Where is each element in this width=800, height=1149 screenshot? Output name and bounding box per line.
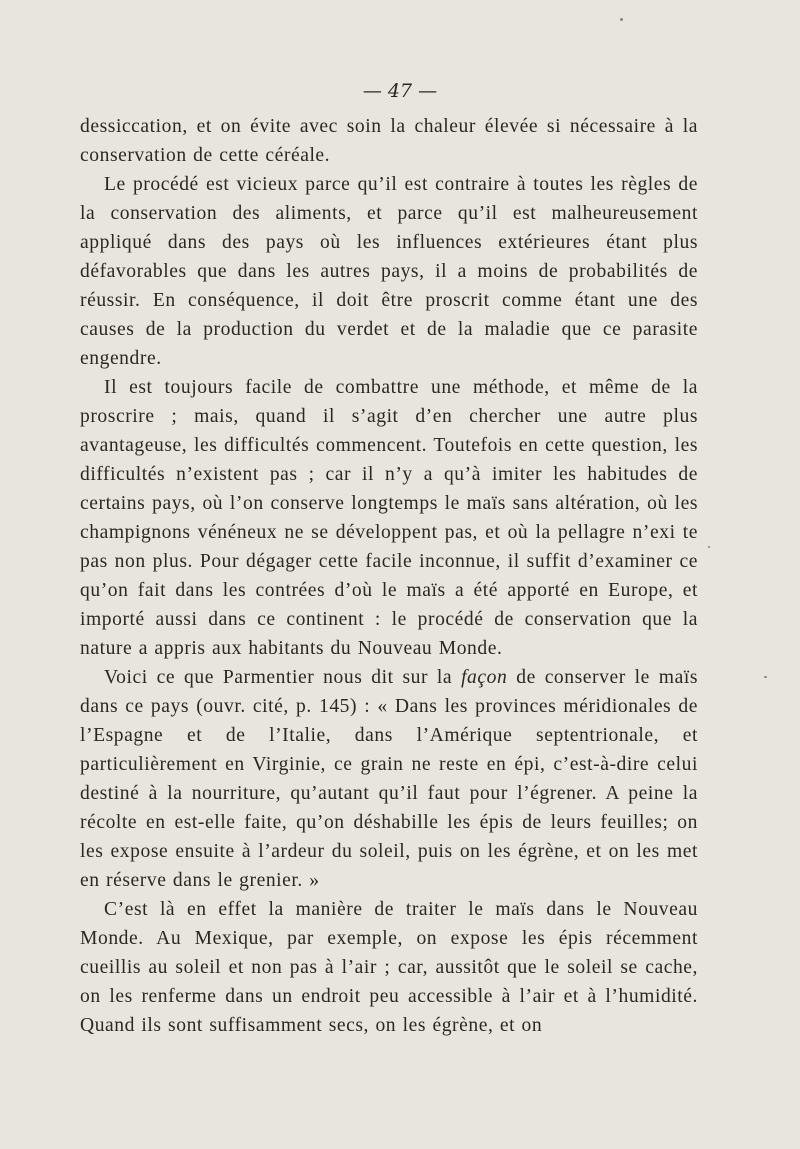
paragraph: C’est là en effet la manière de traiter le maïs dans le Nouveau Monde. Au Mexique, par exemple, on expose les épis récemment cueillis au soleil et non pas à l’air ; car, aussitôt que le soleil se cache, on les renferme dans un endroit peu accessible à l’air et à l’humidité. Quand ils sont suffisamment secs, on les égrène, et on (80, 899, 698, 1036)
page-number-value: 47 (387, 80, 413, 102)
page-number (0, 80, 800, 102)
paragraph-text: de conserver le maïs dans ce pays (ouvr. cité, p. 145) : « Dans les provinces méridionales de l’Espagne et de l’Italie, dans l’Amérique septentrionale, et particulièrement en Virginie, ce grain ne reste en épi, c’est-à-dire celui destiné à la nourriture, qu’autant qu’il faut pour l’égrener. A peine la récolte en est-elle faite, qu’on déshabille les épis de leurs feuilles; on les expose ensuite à l’ardeur du soleil, puis on les égrène, et on les met en réserve dans le grenier. » (80, 667, 698, 891)
paragraph-quote (80, 663, 698, 895)
paragraph: Le procédé est vicieux parce qu’il est contraire à toutes les règles de la conservation des aliments, et parce qu’il est malheureusement appliqué dans des pays où les influences extérieures étant plus défavorables que dans les autres pays, il a moins de probabilités de réussir. En conséquence, il doit être proscrit comme étant une des causes de la production du verdet et de la maladie que ce parasite engendre. (80, 174, 698, 369)
paragraph-continued: dessiccation, et on évite avec soin la chaleur élevée si nécessaire à la conservation de cette céréale. (80, 116, 698, 166)
paragraph: Il est toujours facile de combattre une méthode, et même de la proscrire ; mais, quand il s’agit d’en chercher une autre plus avantageuse, les difficultés commencent. Toutefois en cette question, les difficultés n’existent pas ; car il n’y a qu’à imiter les habitudes de certains pays, où l’on conserve longtemps le maïs sans altération, où les champignons vénéneux ne se développent pas, et où la pellagre n’exi te pas non plus. Pour dégager cette facile inconnue, il suffit d’examiner ce qu’on fait dans les contrées d’où le maïs a été apporté en Europe, et importé aussi dans ce continent : le procédé de conservation que la nature a appris aux habitants du Nouveau Monde. (80, 377, 698, 659)
paper-speck (708, 546, 710, 548)
body-text (80, 112, 698, 1040)
folio-suffix: — (412, 80, 438, 102)
emphasized-word: façon (461, 667, 508, 688)
folio-prefix: — (362, 80, 388, 102)
paper-speck (620, 18, 623, 21)
paragraph-text: Voici ce que Parmentier nous dit sur la (104, 667, 462, 688)
paper-speck (764, 676, 767, 678)
